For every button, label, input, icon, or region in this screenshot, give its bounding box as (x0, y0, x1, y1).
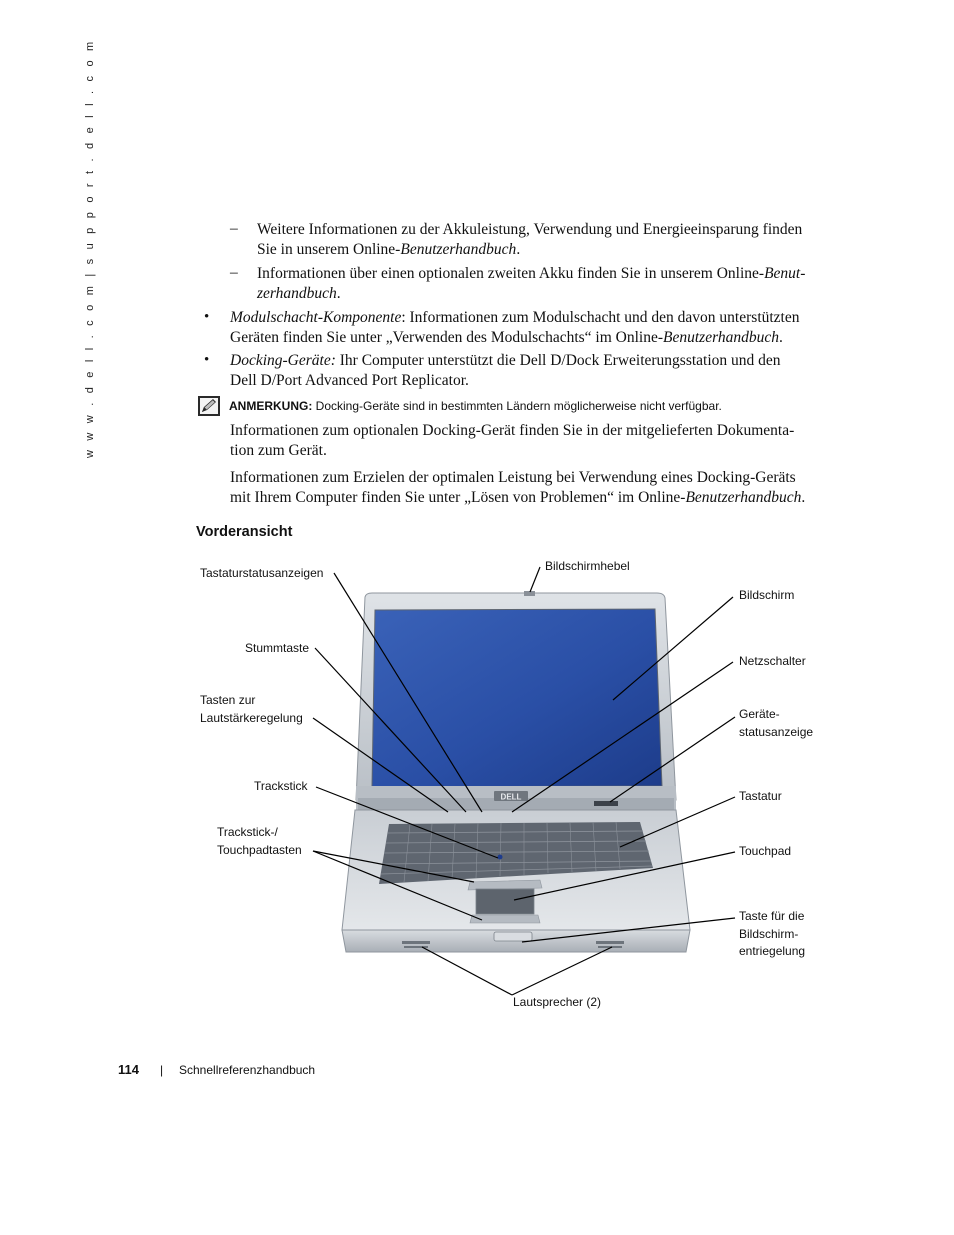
dash-symbol: – (230, 220, 238, 237)
callout-trackstick-tasten: Trackstick-/ Touchpadtasten (217, 825, 302, 857)
dash-item-battery-info: Weitere Informationen zu der Akkuleistung, Verwendung und Energieeinsparung finden Sie in unserem Online-Benutzerhandbuch. (257, 221, 803, 258)
page-number: 114 (118, 1062, 139, 1077)
callout-tastatur: Tastatur (739, 789, 782, 803)
callout-lautsprecher: Lautsprecher (2) (513, 995, 602, 1009)
callout-touchpad: Touchpad (739, 844, 792, 858)
paragraph-docking-doc: Informationen zum optionalen Docking-Gerät finden Sie in der mitgelieferten Dokumenta- tion zum Gerät. (230, 422, 795, 459)
laptop-logo: DELL (500, 792, 522, 802)
section-heading: Vorderansicht (196, 524, 293, 540)
leader-lautsprecher-left (422, 947, 512, 995)
bullet-docking: Docking-Geräte: Ihr Computer unterstützt die Dell D/Dock Erweiterungsstation und den Dell D/Port Advanced Port Replicator. (230, 352, 781, 389)
footer-separator: | (160, 1063, 164, 1077)
callout-stummtaste: Stummtaste (245, 641, 310, 655)
callout-bildschirm: Bildschirm (739, 588, 795, 602)
bullet-modulschacht: Modulschacht-Komponente: Informationen zum Modulschacht und den davon unterstützten Geräten finden Sie unter „Verwenden des Modulschachts“ im Online-Benutzerhandbuch. (230, 309, 800, 346)
dash-item-second-battery: Informationen über einen optionalen zweiten Akku finden Sie in unserem Online-Benut- zerhandbuch. (257, 265, 806, 302)
note-text: Docking-Geräte sind in bestimmten Ländern möglicherweise nicht verfügbar. (312, 399, 722, 413)
note-label: ANMERKUNG: (229, 399, 313, 413)
laptop-screen (372, 609, 662, 787)
speaker-left (402, 941, 430, 944)
touchpad (476, 889, 534, 914)
paragraph-docking-performance: Informationen zum Erzielen der optimalen Leistung bei Verwendung eines Docking-Geräts mit Ihrem Computer finden Sie unter „Lösen von Problemen“ im Online-Benutzerhandbuch. (230, 469, 806, 506)
callout-bildschirmhebel: Bildschirmhebel (545, 559, 630, 573)
bullet-symbol: • (204, 352, 210, 368)
footer-title: Schnellreferenzhandbuch (179, 1063, 316, 1077)
leader-bildschirmhebel (530, 567, 540, 592)
callout-trackstick: Trackstick (254, 779, 308, 793)
side-url: w w w . d e l l . c o m | s u p p o r t . d e l l . c o m (84, 38, 96, 458)
trackstick-nub (498, 855, 503, 860)
bullet-symbol: • (204, 309, 210, 325)
callout-tastaturstatusanzeigen: Tastaturstatusanzeigen (200, 566, 324, 580)
display-release-button (494, 932, 532, 941)
dash-symbol: – (230, 264, 238, 281)
callout-bildschirmentriegelung: Taste für die Bildschirm- entriegelung (739, 909, 806, 958)
trackstick-touchpad-buttons-top (468, 880, 542, 890)
callout-geraetestatus: Geräte- statusanzeige (739, 707, 814, 739)
callout-netzschalter: Netzschalter (739, 654, 806, 668)
leader-lautsprecher-right (512, 947, 612, 995)
speaker-right (596, 941, 624, 944)
callout-lautstaerke: Tasten zur Lautstärkeregelung (200, 693, 303, 725)
